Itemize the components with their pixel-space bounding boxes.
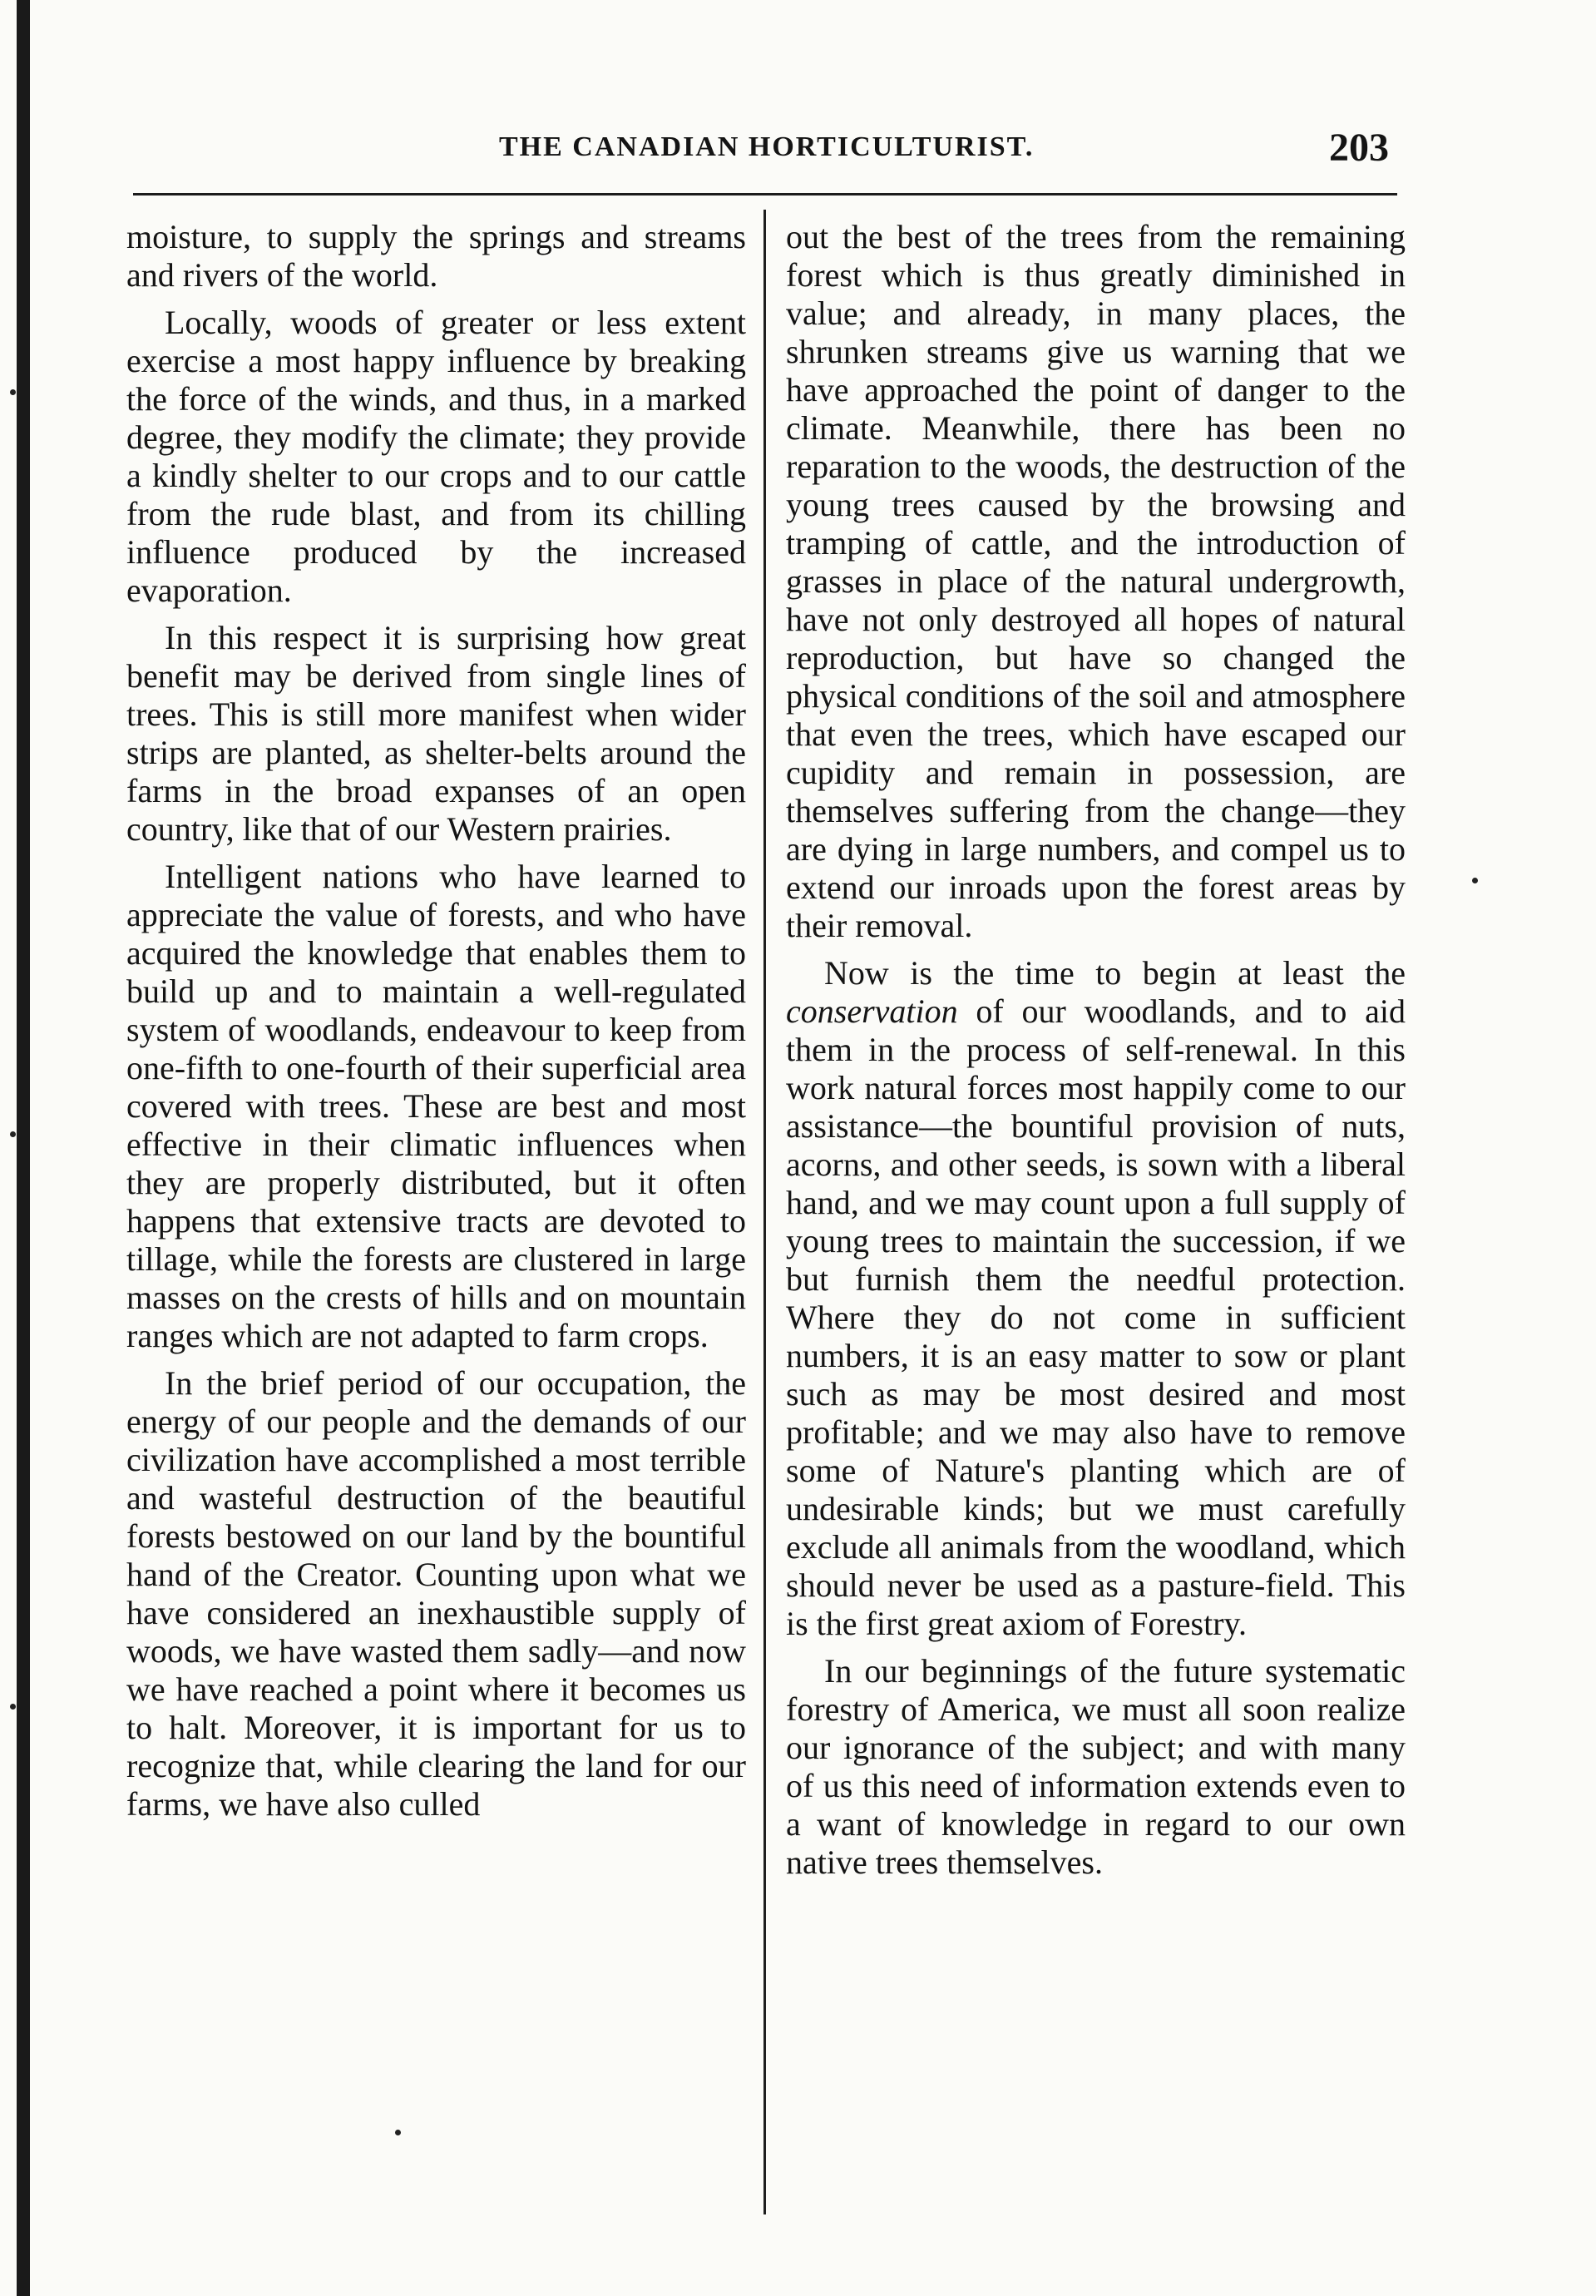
paragraph: moisture, to supply the springs and streams and rivers of the world. — [126, 218, 746, 294]
paragraph: In our beginnings of the future systematic forestry of America, we must all soon realize our ignorance of the subject; and with many of us this need of information extends even to a want of knowledge in regard to our own native trees themselves. — [786, 1652, 1406, 1881]
print-speck — [10, 1131, 16, 1137]
print-speck — [10, 1704, 16, 1710]
running-title: THE CANADIAN HORTICULTURIST. — [499, 131, 1035, 162]
print-speck — [395, 2130, 401, 2135]
right-column — [786, 218, 1406, 1891]
page-number: 203 — [1329, 126, 1389, 170]
running-head — [133, 125, 1389, 183]
header-rule — [133, 193, 1397, 195]
paragraph: Locally, woods of greater or less extent exercise a most happy influence by breaking the force of the winds, and thus, in a marked degree, they modify the climate; they provide a kindly shelter to our crops and to our cattle from the rude blast, and from its chilling influence produced by the increased evaporation. — [126, 304, 746, 609]
emphasized-word: conservation — [786, 992, 958, 1030]
binding-edge — [17, 0, 30, 2296]
paragraph-text: of our woodlands, and to aid them in the process of self-renewal. In this work natural forces most happily come to our assistance—the bountiful provision of nuts, acorns, and other seeds, is sown with a liberal hand, and we may count upon a full supply of young trees to maintain the succession, if we but furnish them the needful protection. Where they do not come in sufficient numbers, it is an easy matter to sow or plant such as may be most desired and most profitable; and we may also have to remove some of Nature's planting which are of undesirable kinds; but we must carefully exclude all animals from the woodland, which should never be used as a pasture-field. This is the first great axiom of Forestry. — [786, 992, 1406, 1642]
paragraph: out the best of the trees from the remaining forest which is thus greatly diminished in value; and already, in many places, the shrunken streams give us warning that we have approached the point of danger to the climate. Meanwhile, there has been no reparation to the woods, the destruction of the young trees caused by the browsing and tramping of cattle, and the introduction of grasses in place of the natural undergrowth, have not only destroyed all hopes of natural reproduction, but have so changed the physical conditions of the soil and atmosphere that even the trees, which have escaped our cupidity and remain in possession, are themselves suffering from the change—they are dying in large numbers, and compel us to extend our inroads upon the forest areas by their removal. — [786, 218, 1406, 944]
paragraph: In the brief period of our occupation, the energy of our people and the demands of our civilization have accomplished a most terrible and wasteful destruction of the beautiful forests bestowed on our land by the bountiful hand of the Creator. Counting upon what we have considered an inexhaustible supply of woods, we have wasted them sadly—and now we have reached a point where it becomes us to halt. Moreover, it is important for us to recognize that, while clearing the land for our farms, we have also culled — [126, 1364, 746, 1823]
print-speck — [1472, 878, 1478, 883]
left-column — [126, 218, 746, 1833]
column-divider — [763, 210, 766, 2214]
paragraph: Intelligent nations who have learned to appreciate the value of forests, and who have acquired the knowledge that enables them to build up and to maintain a well-regulated system of woodlands, endeavour to keep from one-fifth to one-fourth of their superficial area covered with trees. These are best and most effective in their climatic influences when they are properly distributed, but it often happens that extensive tracts are devoted to tillage, while the forests are clustered in large masses on the crests of hills and on mountain ranges which are not adapted to farm crops. — [126, 858, 746, 1354]
print-speck — [10, 389, 16, 395]
paragraph-text: Now is the time to begin at least the — [824, 954, 1406, 992]
paragraph — [786, 954, 1406, 1643]
paragraph: In this respect it is surprising how great benefit may be derived from single lines of trees. This is still more manifest when wider strips are planted, as shelter-belts around the farms in the broad expanses of an open country, like that of our Western prairies. — [126, 619, 746, 848]
